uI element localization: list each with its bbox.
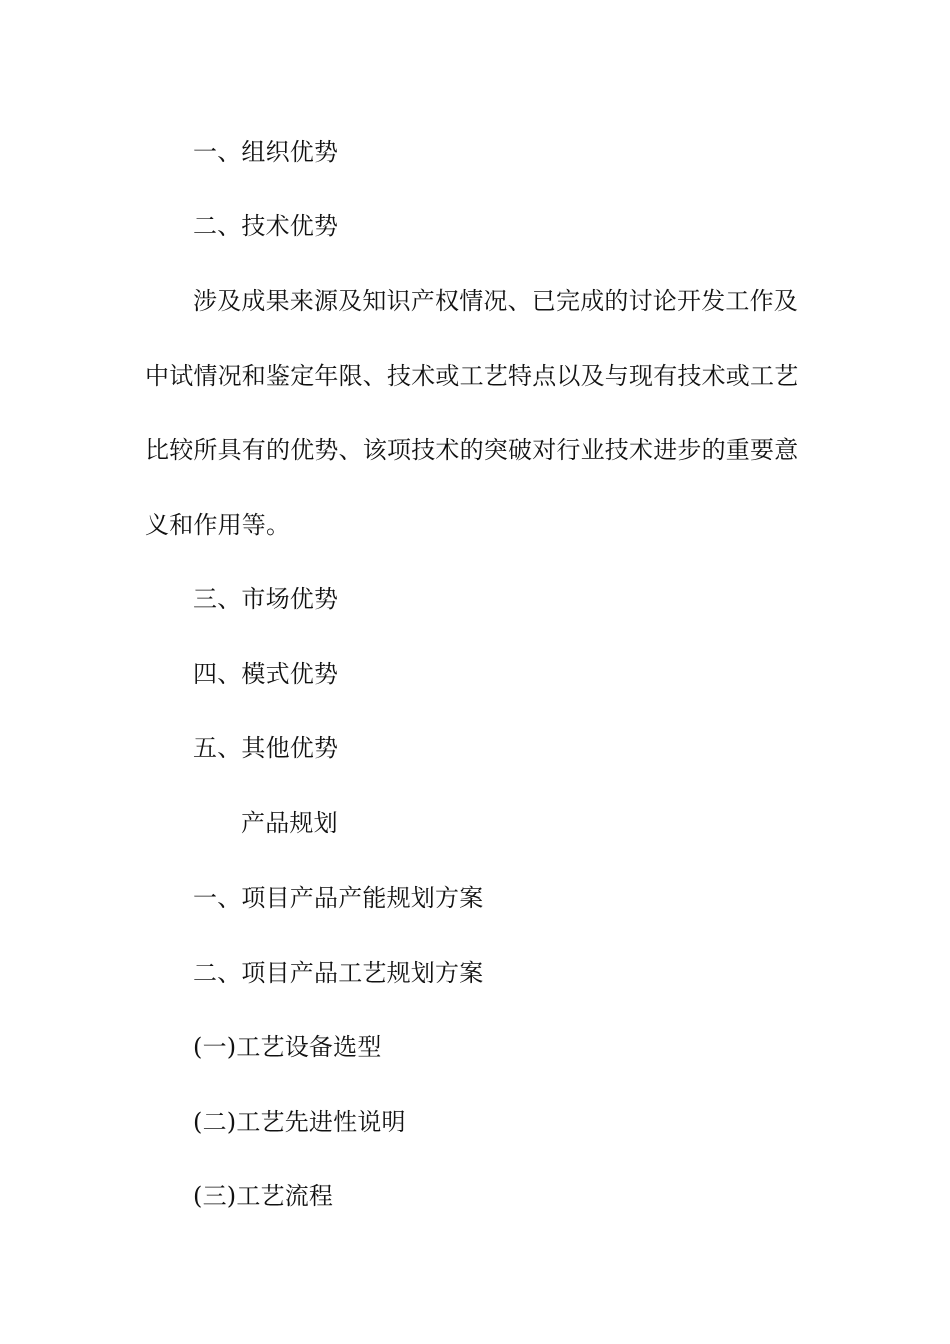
paragraph-line-1: 涉及成果来源及知识产权情况、已完成的讨论开发工作及 bbox=[193, 287, 798, 315]
plan-item-process-advancement: (二)工艺先进性说明 bbox=[193, 1108, 406, 1136]
heading-other-advantage: 五、其他优势 bbox=[193, 734, 339, 762]
plan-item-equipment-selection: (一)工艺设备选型 bbox=[193, 1033, 382, 1061]
heading-technology-advantage: 二、技术优势 bbox=[193, 212, 339, 240]
plan-item-capacity: 一、项目产品产能规划方案 bbox=[193, 884, 484, 912]
paragraph-line-4: 义和作用等。 bbox=[145, 511, 291, 539]
heading-organization-advantage: 一、组织优势 bbox=[193, 138, 339, 166]
section-title-product-planning: 产品规划 bbox=[241, 809, 338, 837]
heading-model-advantage: 四、模式优势 bbox=[193, 660, 339, 688]
plan-item-process: 二、项目产品工艺规划方案 bbox=[193, 959, 484, 987]
paragraph-line-3: 比较所具有的优势、该项技术的突破对行业技术进步的重要意 bbox=[145, 436, 799, 464]
heading-market-advantage: 三、市场优势 bbox=[193, 585, 339, 613]
paragraph-line-2: 中试情况和鉴定年限、技术或工艺特点以及与现有技术或工艺 bbox=[145, 362, 799, 390]
plan-item-process-flow: (三)工艺流程 bbox=[193, 1182, 334, 1210]
